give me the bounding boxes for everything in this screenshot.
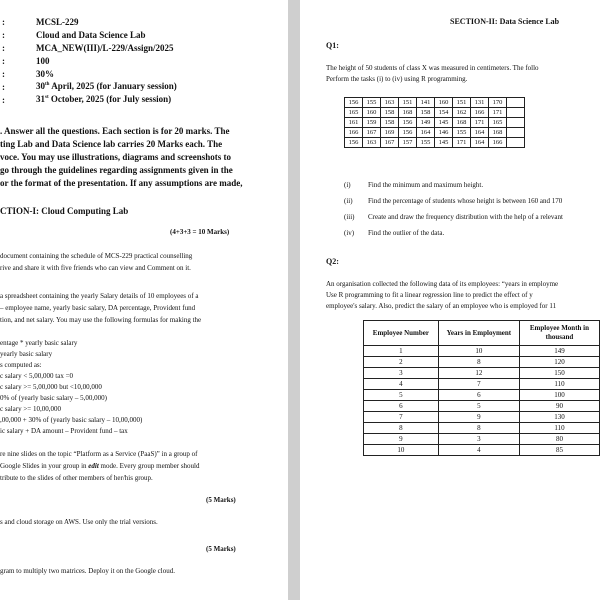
table-cell: 156 xyxy=(399,118,417,128)
heights-table xyxy=(344,97,525,148)
q2-line: tion, and net salary. You may use the following formulas for making the xyxy=(0,316,202,324)
table-cell: 6 xyxy=(364,401,439,412)
last-date-july: 31st October, 2025 (for July session) xyxy=(36,94,172,104)
q3-line: Google Slides in your group in edit mode. Every group member should xyxy=(0,462,200,470)
table-cell: 171 xyxy=(471,118,489,128)
table-cell: 162 xyxy=(453,108,471,118)
q2-line: An organisation collected the following data of its employees: “years in employme xyxy=(326,280,559,288)
last-date-january: 30th April, 2025 (for January session) xyxy=(36,81,177,91)
table-row xyxy=(345,108,525,118)
table-row xyxy=(345,118,525,128)
table-cell: 131 xyxy=(471,98,489,108)
table-cell: 166 xyxy=(471,108,489,118)
table-cell: 158 xyxy=(381,118,399,128)
colon: : xyxy=(2,17,5,27)
table-cell: 149 xyxy=(519,346,599,357)
note-line: ting Lab and Data Science lab carries 20 Marks each. The xyxy=(0,139,223,149)
table-cell: 160 xyxy=(435,98,453,108)
question-label: Q1: xyxy=(326,41,339,50)
table-cell: 160 xyxy=(363,108,381,118)
marks-label: (5 Marks) xyxy=(206,496,236,504)
left-page xyxy=(0,0,288,600)
table-cell: 167 xyxy=(363,128,381,138)
formula-line: c salary >= 10,00,000 xyxy=(0,405,61,413)
right-page xyxy=(300,0,600,600)
colon: : xyxy=(2,43,5,53)
table-cell: 156 xyxy=(345,98,363,108)
formula-line: ,00,000 + 30% of (yearly basic salary – 10,00,000) xyxy=(0,416,143,424)
table-cell: 9 xyxy=(438,412,519,423)
table-cell: 168 xyxy=(489,128,507,138)
table-row xyxy=(364,379,600,390)
table-cell: 110 xyxy=(519,423,599,434)
table-cell: 171 xyxy=(489,108,507,118)
table-cell: 110 xyxy=(519,379,599,390)
table-cell: 166 xyxy=(345,128,363,138)
task-number: (iii) xyxy=(344,213,355,221)
q1-line: rive and share it with five friends who can view and Comment on it. xyxy=(0,264,191,272)
note-line: go through the guidelines regarding assignments given in the xyxy=(0,165,233,175)
table-cell: 12 xyxy=(438,368,519,379)
maximum-marks: 100 xyxy=(36,56,50,66)
table-cell: 164 xyxy=(471,138,489,148)
table-cell: 169 xyxy=(381,128,399,138)
colon: : xyxy=(2,95,5,105)
page-gap xyxy=(288,0,300,600)
formula-line: s computed as: xyxy=(0,361,42,369)
q2-line: a spreadsheet containing the yearly Salary details of 10 employees of a xyxy=(0,292,199,300)
table-cell: 10 xyxy=(438,346,519,357)
task-text: Create and draw the frequency distribution with the help of a relevant xyxy=(368,213,563,221)
weightage: 30% xyxy=(36,69,54,79)
table-cell: 166 xyxy=(489,138,507,148)
note-line: voce. You may use illustrations, diagrams and screenshots to xyxy=(0,152,232,162)
q2-line: employee's salary. Also, predict the salary of an employee who is employed for 11 xyxy=(326,302,557,310)
table-row xyxy=(364,390,600,401)
table-row xyxy=(364,423,600,434)
table-cell: 3 xyxy=(438,434,519,445)
table-cell: 130 xyxy=(519,412,599,423)
course-code: MCSL-229 xyxy=(36,17,79,27)
table-cell: 158 xyxy=(417,108,435,118)
colon: : xyxy=(2,82,5,92)
table-cell: 80 xyxy=(519,434,599,445)
table-cell: 157 xyxy=(399,138,417,148)
table-row xyxy=(364,357,600,368)
q4-line: s and cloud storage on AWS. Use only the trial versions. xyxy=(0,518,158,526)
table-cell xyxy=(507,98,525,108)
colon: : xyxy=(2,30,5,40)
section-title: CTION-I: Cloud Computing Lab xyxy=(0,206,129,216)
table-row xyxy=(364,401,600,412)
table-cell: 2 xyxy=(364,357,439,368)
table-row xyxy=(345,98,525,108)
note-line: or the format of the presentation. If any assumptions are made, xyxy=(0,178,243,188)
question-label: Q2: xyxy=(326,257,339,266)
task-text: Find the outlier of the data. xyxy=(368,229,445,237)
formula-line: c salary < 5,00,000 tax =0 xyxy=(0,372,74,380)
table-cell: 7 xyxy=(364,412,439,423)
section-marks: (4+3+3 = 10 Marks) xyxy=(170,228,230,236)
assignment-number: MCA_NEW(III)/L-229/Assign/2025 xyxy=(36,43,174,53)
table-cell: 120 xyxy=(519,357,599,368)
table-cell: 141 xyxy=(417,98,435,108)
table-cell xyxy=(507,138,525,148)
table-row xyxy=(364,434,600,445)
table-cell: 155 xyxy=(417,138,435,148)
table-cell: 4 xyxy=(438,445,519,456)
table-header-row xyxy=(364,321,600,346)
q3-line: re nine slides on the topic “Platform as a Service (PaaS)” in a group of xyxy=(0,450,198,458)
table-cell: 165 xyxy=(489,118,507,128)
table-cell: 5 xyxy=(438,401,519,412)
table-cell: 145 xyxy=(435,118,453,128)
marks-label: (5 Marks) xyxy=(206,545,236,553)
formula-line: yearly basic salary xyxy=(0,350,53,358)
table-row xyxy=(364,412,600,423)
table-cell: 1 xyxy=(364,346,439,357)
table-cell xyxy=(507,128,525,138)
table-cell: 4 xyxy=(364,379,439,390)
table-cell: 165 xyxy=(345,108,363,118)
colon: : xyxy=(2,56,5,66)
column-header: Employee Number xyxy=(364,321,439,346)
task-number: (iv) xyxy=(344,229,355,237)
q5-line: gram to multiply two matrices. Deploy it on the Google cloud. xyxy=(0,567,175,575)
table-cell: 149 xyxy=(417,118,435,128)
table-cell: 154 xyxy=(435,108,453,118)
table-cell: 163 xyxy=(363,138,381,148)
section-title: SECTION-II: Data Science Lab xyxy=(450,17,560,26)
table-cell: 5 xyxy=(364,390,439,401)
task-number: (i) xyxy=(344,181,351,189)
table-cell: 151 xyxy=(453,98,471,108)
table-cell: 9 xyxy=(364,434,439,445)
table-cell: 155 xyxy=(453,128,471,138)
table-cell: 3 xyxy=(364,368,439,379)
q1-line: The height of 50 students of class X was measured in centimeters. The follo xyxy=(326,64,539,72)
table-row xyxy=(364,346,600,357)
q2-line: Use R programming to fit a linear regression line to predict the effect of y xyxy=(326,291,533,299)
table-cell: 161 xyxy=(345,118,363,128)
formula-line: entage * yearly basic salary xyxy=(0,339,78,347)
formula-line: 0% of (yearly basic salary – 5,00,000) xyxy=(0,394,107,402)
q2-line: – employee name, yearly basic salary, DA percentage, Provident fund xyxy=(0,304,196,312)
table-cell: 156 xyxy=(399,128,417,138)
table-cell: 170 xyxy=(489,98,507,108)
table-cell: 163 xyxy=(381,98,399,108)
q3-line: tribute to the slides of other members of her/his group. xyxy=(0,474,153,482)
column-header: Employee Month in thousand xyxy=(519,321,599,346)
table-cell: 8 xyxy=(364,423,439,434)
formula-line: c salary >= 5,00,000 but <10,00,000 xyxy=(0,383,102,391)
table-cell: 168 xyxy=(453,118,471,128)
table-cell xyxy=(507,108,525,118)
colon: : xyxy=(2,69,5,79)
table-cell xyxy=(507,118,525,128)
column-header: Years in Employment xyxy=(438,321,519,346)
table-cell: 159 xyxy=(363,118,381,128)
task-text: Find the percentage of students whose height is between 160 and 170 xyxy=(368,197,563,205)
table-cell: 7 xyxy=(438,379,519,390)
table-cell: 151 xyxy=(399,98,417,108)
table-cell: 156 xyxy=(345,138,363,148)
employee-table xyxy=(363,320,600,456)
table-cell: 8 xyxy=(438,423,519,434)
table-cell: 164 xyxy=(471,128,489,138)
table-cell: 10 xyxy=(364,445,439,456)
note-line: . Answer all the questions. Each section is for 20 marks. The xyxy=(0,126,230,136)
table-cell: 146 xyxy=(435,128,453,138)
table-cell: 150 xyxy=(519,368,599,379)
table-cell: 158 xyxy=(381,108,399,118)
table-cell: 171 xyxy=(453,138,471,148)
formula-line: ic salary + DA amount – Provident fund – tax xyxy=(0,427,128,435)
table-cell: 167 xyxy=(381,138,399,148)
table-cell: 164 xyxy=(417,128,435,138)
table-cell: 6 xyxy=(438,390,519,401)
table-row xyxy=(345,138,525,148)
table-row xyxy=(364,445,600,456)
table-cell: 90 xyxy=(519,401,599,412)
table-cell: 155 xyxy=(363,98,381,108)
task-number: (ii) xyxy=(344,197,353,205)
table-cell: 145 xyxy=(435,138,453,148)
table-row xyxy=(345,128,525,138)
q1-line: Perform the tasks (i) to (iv) using R programming. xyxy=(326,75,468,83)
table-cell: 168 xyxy=(399,108,417,118)
table-cell: 100 xyxy=(519,390,599,401)
task-text: Find the minimum and maximum height. xyxy=(368,181,484,189)
table-cell: 85 xyxy=(519,445,599,456)
course-title: Cloud and Data Science Lab xyxy=(36,30,146,40)
table-row xyxy=(364,368,600,379)
table-cell: 8 xyxy=(438,357,519,368)
q1-line: document containing the schedule of MCS-229 practical counselling xyxy=(0,252,193,260)
